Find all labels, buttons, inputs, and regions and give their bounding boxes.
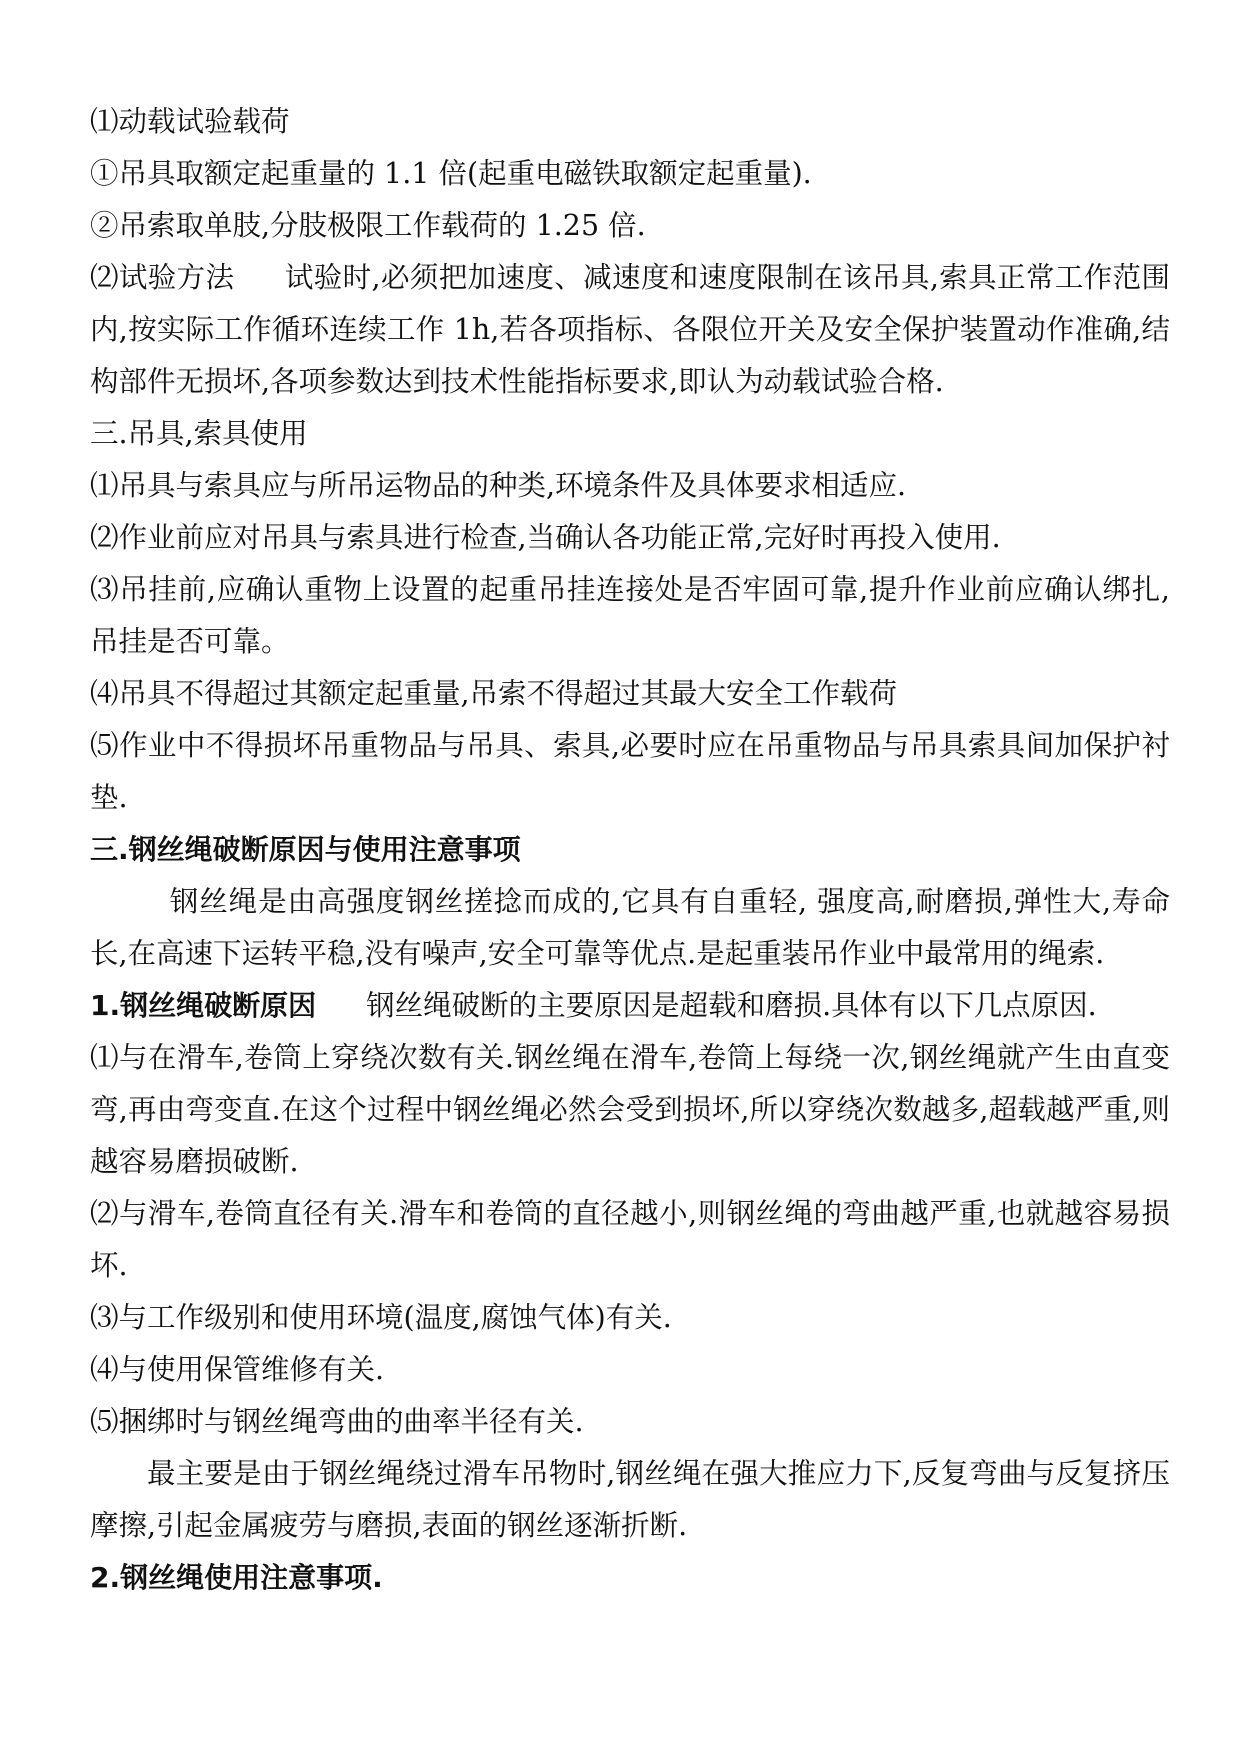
cause-item-3: ⑶与工作级别和使用环境(温度,腐蚀气体)有关.	[90, 1301, 672, 1334]
cause-item-2: ⑵与滑车,卷筒直径有关.滑车和卷筒的直径越小,则钢丝绳的弯曲越严重,也就越容易损坏.	[90, 1197, 1170, 1282]
list-item-1: ⑴吊具与索具应与所吊运物品的种类,环境条件及具体要求相适应.	[90, 469, 907, 502]
test-method-label: ⑵试验方法	[90, 261, 235, 294]
paragraph-sling-load: ②吊索取单肢,分肢极限工作载荷的 1.25 倍.	[90, 209, 646, 242]
test-method-text: 试验时,必须把加速度、减速度和速度限制在该吊具,索具正常工作范围内,按实际工作循环连续工作 1h,若各项指标、各限位开关及安全保护装置动作准确,结构部件无损坏,各项参数达到技术性能指标要求,即认为动载试验合格.	[90, 261, 1170, 398]
paragraph-wire-rope-intro: 钢丝绳是由高强度钢丝搓捻而成的,它具有自重轻, 强度高,耐磨损,弹性大,寿命长,在高速下运转平稳,没有噪声,安全可靠等优点.是起重装吊作业中最常用的绳索.	[90, 885, 1170, 970]
paragraph-spreader-load: ①吊具取额定起重量的 1.1 倍(起重电磁铁取额定起重量).	[90, 157, 812, 190]
paragraph-main-cause: 最主要是由于钢丝绳绕过滑车吊物时,钢丝绳在强大推应力下,反复弯曲与反复挤压摩擦,引起金属疲劳与磨损,表面的钢丝逐渐折断.	[90, 1457, 1170, 1542]
section-heading-wire-rope: 三.钢丝绳破断原因与使用注意事项	[90, 833, 521, 866]
document-page	[90, 96, 1170, 1604]
cause-item-1: ⑴与在滑车,卷筒上穿绕次数有关.钢丝绳在滑车,卷筒上每绕一次,钢丝绳就产生由直变弯,再由弯变直.在这个过程中钢丝绳必然会受到损坏,所以穿绕次数越多,超载越严重,则越容易磨损破断.	[90, 1041, 1170, 1178]
cause-item-4: ⑷与使用保管维修有关.	[90, 1353, 385, 1386]
subheading-usage-notes: 2.钢丝绳使用注意事项.	[90, 1561, 383, 1594]
breakage-causes-text: 钢丝绳破断的主要原因是超载和磨损.具体有以下几点原因.	[366, 989, 1097, 1022]
list-item-4: ⑷吊具不得超过其额定起重量,吊索不得超过其最大安全工作载荷	[90, 677, 898, 710]
list-item-3: ⑶吊挂前,应确认重物上设置的起重吊挂连接处是否牢固可靠,提升作业前应确认绑扎,吊挂是否可靠。	[90, 573, 1170, 658]
paragraph-test-method	[90, 252, 1170, 408]
list-item-5: ⑸作业中不得损坏吊重物品与吊具、索具,必要时应在吊重物品与吊具索具间加保护衬垫.	[90, 729, 1170, 814]
paragraph-breakage-causes	[90, 980, 1170, 1032]
section-heading-rigging-use: 三.吊具,索具使用	[90, 417, 308, 450]
cause-item-5: ⑸捆绑时与钢丝绳弯曲的曲率半径有关.	[90, 1405, 584, 1438]
list-item-2: ⑵作业前应对吊具与索具进行检查,当确认各功能正常,完好时再投入使用.	[90, 521, 1001, 554]
paragraph-dynamic-load-title: ⑴动载试验载荷	[90, 105, 290, 138]
subheading-breakage-causes: 1.钢丝绳破断原因	[90, 989, 317, 1022]
